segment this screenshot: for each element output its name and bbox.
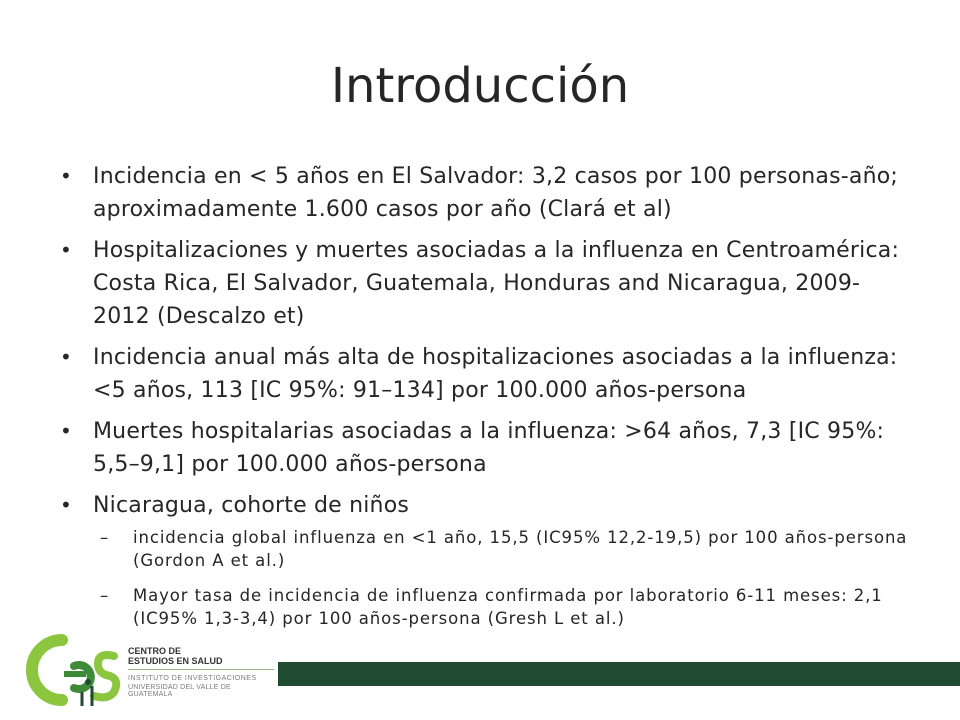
bullet-item	[60, 489, 910, 522]
bullet-text: Muertes hospitalarias asociadas a la influenza: >64 años, 7,3 [IC 95%: 5,5–9,1] por 100.000 años-persona	[93, 419, 885, 477]
bullet-text: Incidencia en < 5 años en El Salvador: 3,2 casos por 100 personas-año; aproximadamente 1.600 casos por año (Clará et al)	[93, 164, 898, 222]
logo-divider	[128, 669, 274, 670]
sub-bullet-text: Mayor tasa de incidencia de influenza confirmada por laboratorio 6-11 meses: 2,1 (IC95% 1,3-3,4) por 100 años-persona (Gresh L et al.)	[133, 586, 883, 628]
bullet-dot-icon: •	[60, 493, 72, 517]
dash-icon: –	[100, 586, 110, 605]
bullet-item	[60, 341, 910, 407]
footer-bar	[278, 662, 960, 686]
logo-line-3: INSTITUTO DE INVESTIGACIONES	[128, 675, 257, 682]
sub-bullet-text: incidencia global influenza en <1 año, 15,5 (IC95% 12,2-19,5) por 100 años-persona (Gordon A et al.)	[133, 528, 908, 570]
bullet-list	[60, 160, 910, 642]
sub-bullet-item	[60, 584, 910, 630]
dash-icon: –	[100, 528, 110, 547]
ces-logo-icon	[22, 626, 122, 708]
logo-line-2: ESTUDIOS EN SALUD	[128, 656, 223, 666]
bullet-text: Incidencia anual más alta de hospitalizaciones asociadas a la influenza: <5 años, 113 [IC 95%: 91–134] por 100.000 años-persona	[93, 345, 898, 403]
bullet-text: Nicaragua, cohorte de niños	[93, 493, 410, 518]
bullet-dot-icon: •	[60, 419, 72, 443]
bullet-item	[60, 415, 910, 481]
bullet-item	[60, 160, 910, 226]
bullet-text: Hospitalizaciones y muertes asociadas a la influenza en Centroamérica: Costa Rica, El Salvador, Guatemala, Honduras and Nicaragua, 2009-2012 (Descalzo et)	[93, 238, 900, 329]
logo-line-4: UNIVERSIDAD DEL VALLE DE GUATEMALA	[128, 684, 231, 698]
bullet-dot-icon: •	[60, 345, 72, 369]
bullet-item	[60, 234, 910, 333]
logo-line-1: CENTRO DE	[128, 646, 182, 656]
sub-bullet-item	[60, 526, 910, 572]
bullet-dot-icon: •	[60, 164, 72, 188]
logo	[22, 626, 262, 708]
bullet-dot-icon: •	[60, 238, 72, 262]
slide-title: Introducción	[330, 58, 630, 114]
